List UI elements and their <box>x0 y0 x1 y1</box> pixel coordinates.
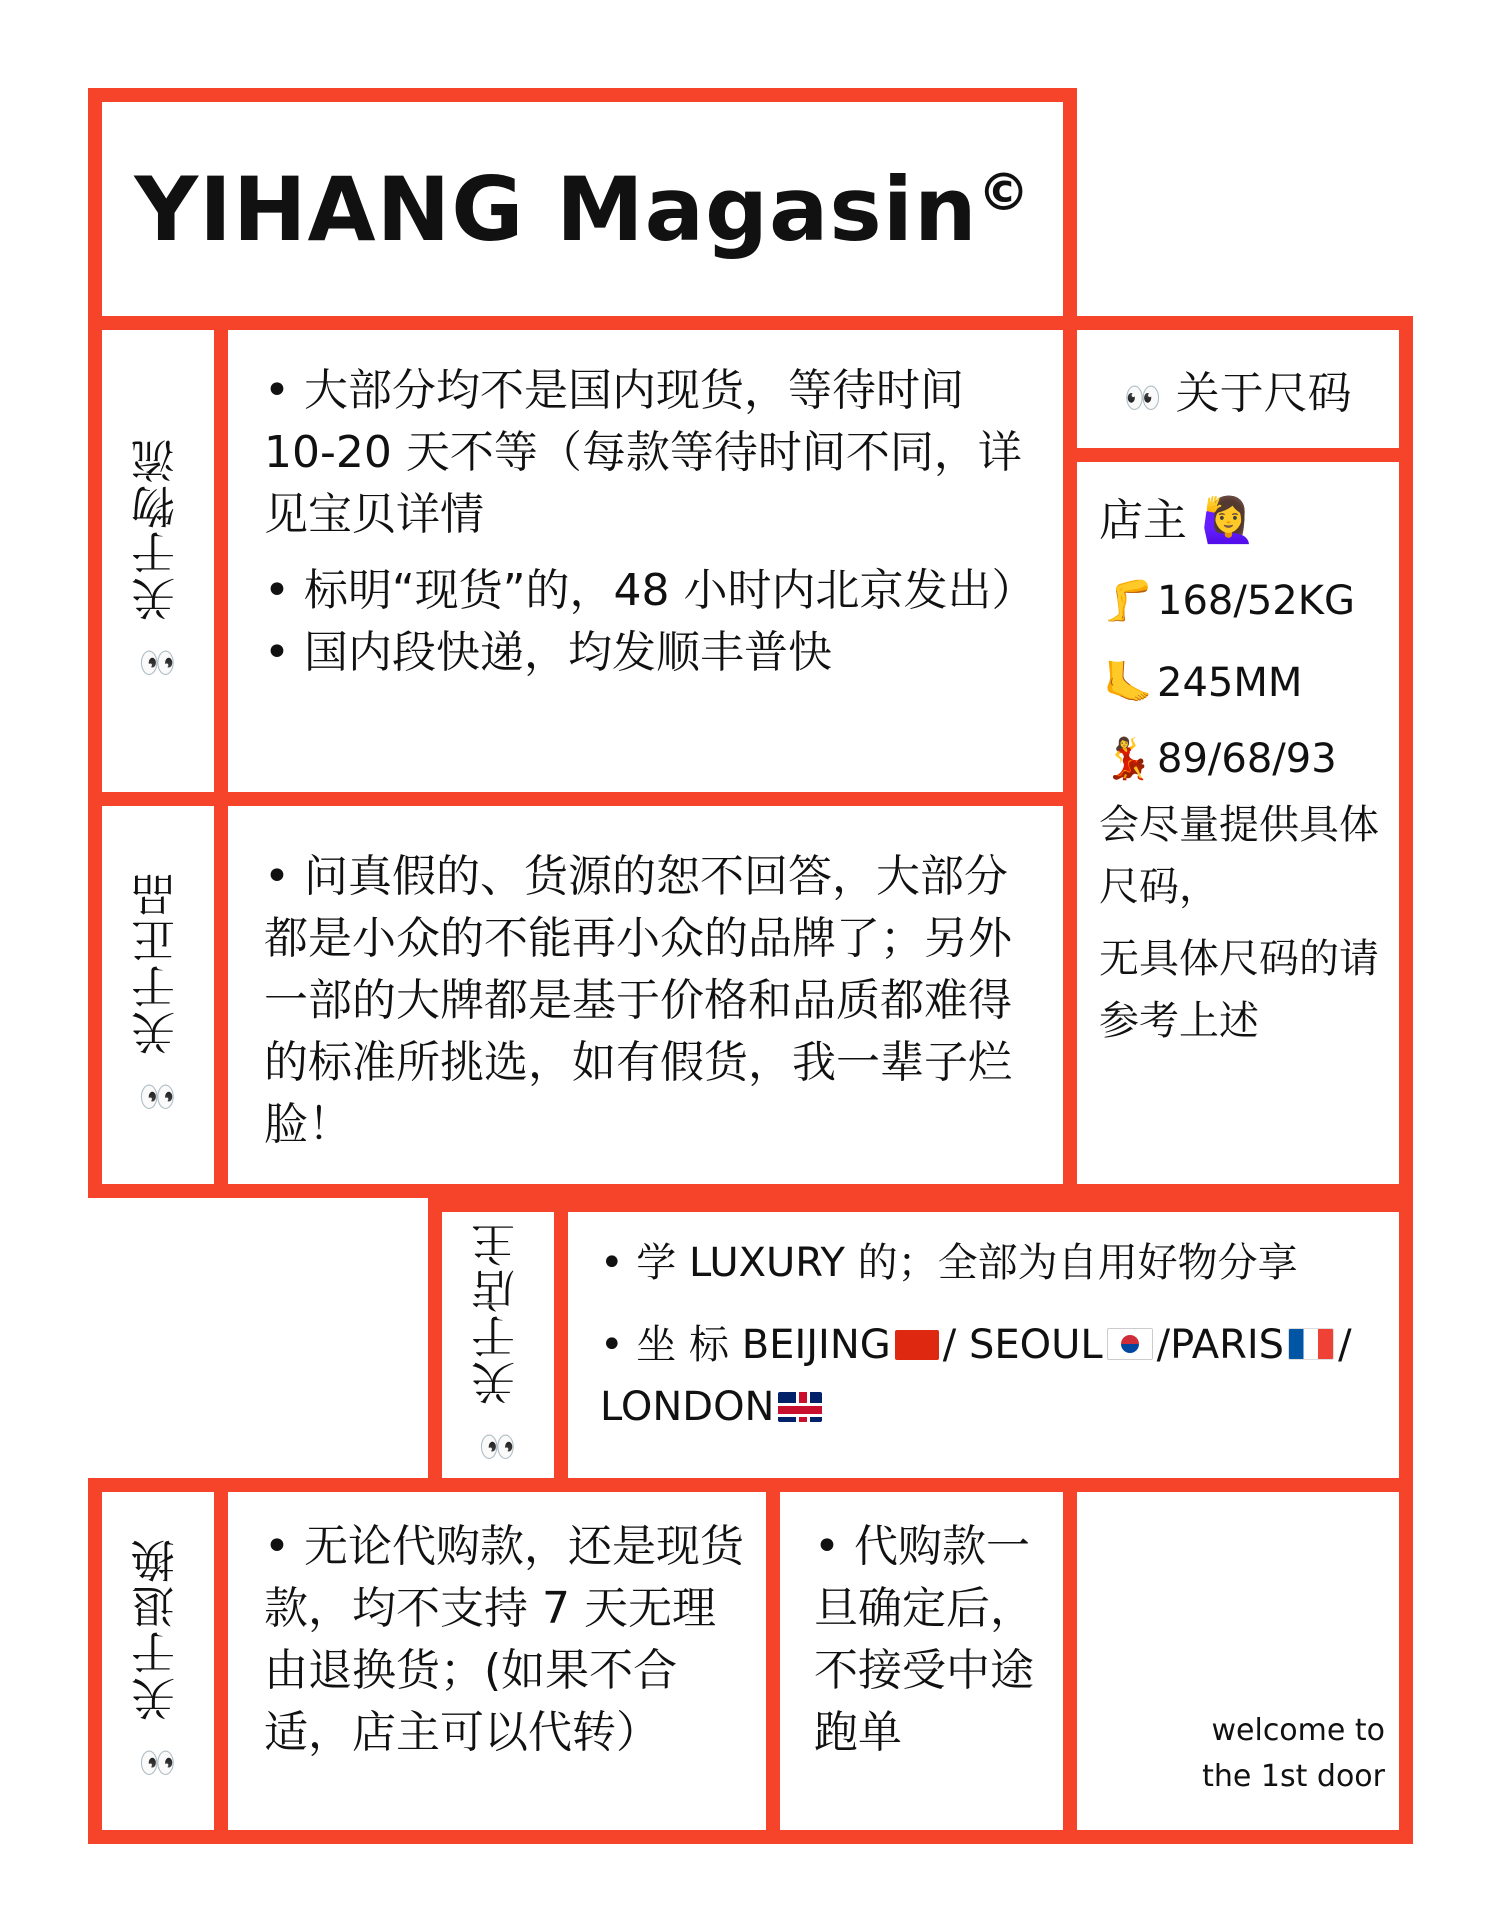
size-note-1: 会尽量提供具体尺码， <box>1099 802 1379 910</box>
shoe-size-line: 🦶 245MM <box>1099 652 1399 714</box>
authentic-line: • 问真假的、货源的恕不回答，大部分都是小众的不能再小众的品牌了；另外一部的大牌都是基于价格和品质都难得的标准所挑选，如有假货，我一辈子烂脸！ <box>264 851 1012 1150</box>
logistics-line-2: • 标明“现货”的，48 小时内北京发出） <box>264 565 1036 616</box>
authentic-label-box <box>88 792 228 1198</box>
owner-line-1: • 学 LUXURY 的；全部为自用好物分享 <box>600 1240 1298 1286</box>
eyes-icon: 👀 <box>480 1420 515 1460</box>
person-raising-hand-icon: 🙋‍♀️ <box>1201 495 1256 546</box>
returns-content-2 <box>766 1478 1077 1844</box>
eyes-icon: 👀 <box>140 1070 175 1110</box>
eyes-icon: 👀 <box>140 1736 175 1776</box>
owner-content <box>554 1198 1413 1492</box>
china-flag-icon <box>895 1330 939 1360</box>
logistics-label: 👀 关于物流 <box>132 436 183 676</box>
logistics-line-3: • 国内段快递，均发顺丰普快 <box>264 627 832 678</box>
logistics-content <box>214 316 1077 806</box>
leg-icon: 🦵 <box>1103 578 1153 624</box>
owner-line: 店主 🙋‍♀️ <box>1099 495 1256 546</box>
size-note-2: 无具体尺码的请参考上述 <box>1099 936 1379 1044</box>
welcome-box <box>1063 1478 1413 1844</box>
logistics-line-1: • 大部分均不是国内现货，等待时间 10-20 天不等（每款等待时间不同，详见宝贝详情 <box>264 365 1022 540</box>
owner-label: 👀 关于店主 <box>472 1220 523 1460</box>
eyes-icon: 👀 <box>140 636 175 676</box>
uk-flag-icon <box>778 1392 822 1422</box>
authentic-content <box>214 792 1077 1198</box>
returns-label: 👀 关于退换 <box>132 1536 183 1776</box>
owner-label-box <box>428 1198 568 1492</box>
title-box <box>88 88 1077 330</box>
size-label: 👀 关于尺码 <box>1124 368 1352 419</box>
height-weight-line: 🦵 168/52KG <box>1099 570 1399 632</box>
welcome-text: welcome to the 1st door <box>1202 1713 1385 1794</box>
eyes-icon: 👀 <box>1124 381 1162 416</box>
dancer-icon: 💃 <box>1103 736 1153 782</box>
returns-line-2: • 代购款一旦确定后，不接受中途跑单 <box>814 1521 1034 1758</box>
foot-icon: 🦶 <box>1103 660 1153 706</box>
page-title: YIHANG Magasin© <box>134 157 1031 261</box>
returns-label-box <box>88 1478 228 1844</box>
korea-flag-icon <box>1107 1328 1153 1360</box>
returns-content-1 <box>214 1478 780 1844</box>
returns-line-1: • 无论代购款，还是现货款，均不支持 7 天无理由退换货；(如果不合适，店主可以代转） <box>264 1521 744 1758</box>
size-header-box <box>1063 316 1413 462</box>
size-body-box <box>1063 448 1413 1198</box>
france-flag-icon <box>1288 1328 1334 1360</box>
measurements-line: 💃 89/68/93 <box>1099 728 1399 790</box>
logistics-label-box <box>88 316 228 806</box>
authentic-label: 👀 关于正品 <box>132 870 183 1110</box>
owner-line-2: • 坐 标 BEIJING / SEOUL /PARIS / LONDON <box>600 1322 1352 1430</box>
